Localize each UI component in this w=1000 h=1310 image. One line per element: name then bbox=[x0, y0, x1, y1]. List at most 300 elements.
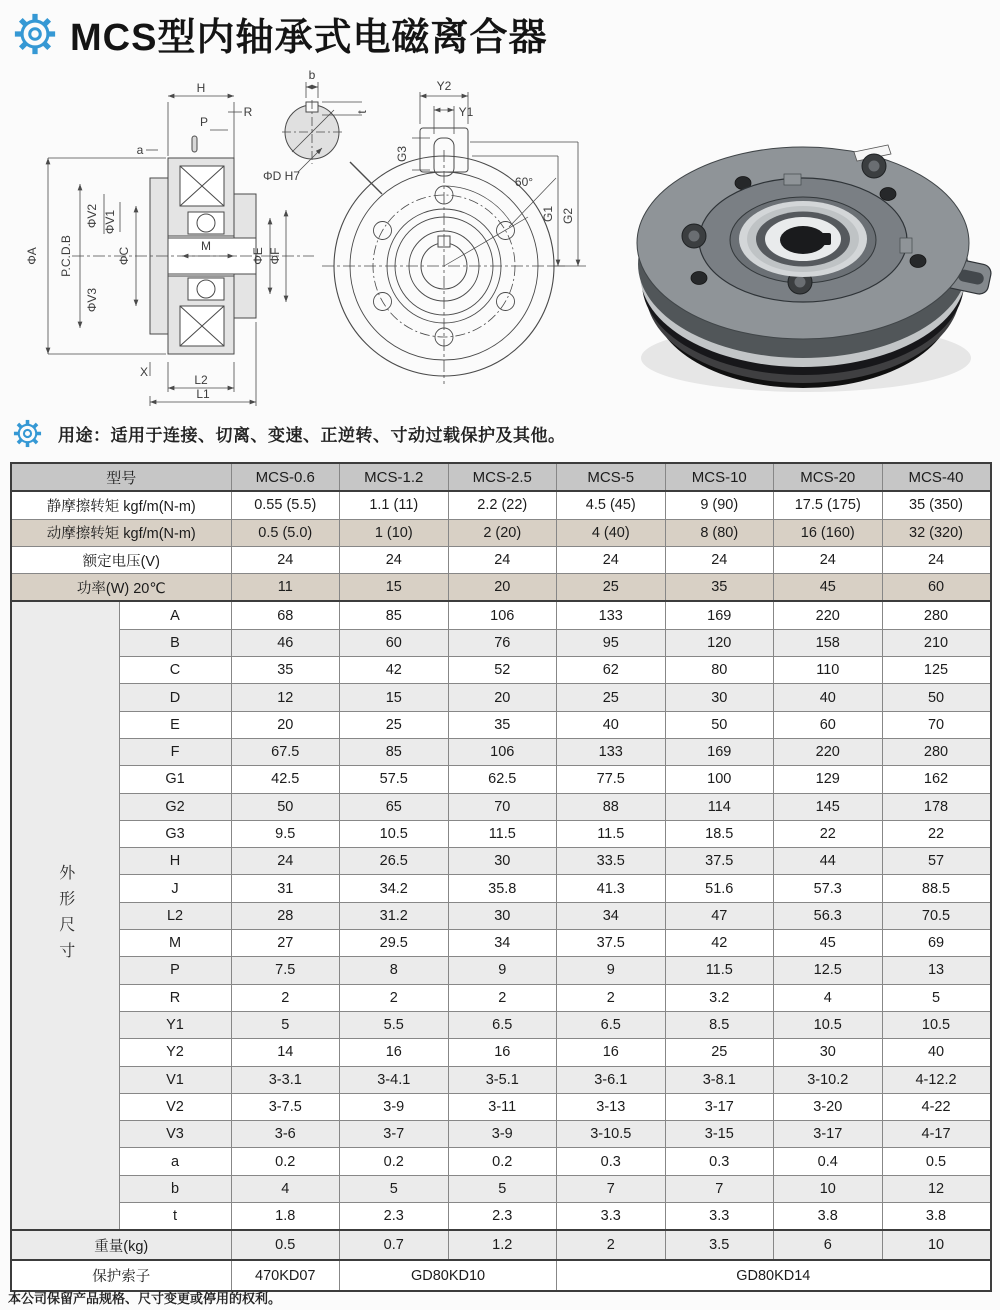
side-label-P: P bbox=[199, 115, 209, 129]
dim-cell: 133 bbox=[557, 738, 666, 765]
dim-cell: 50 bbox=[882, 684, 991, 711]
dim-label: J bbox=[119, 875, 231, 902]
dim-cell: 40 bbox=[557, 711, 666, 738]
dim-cell: 10 bbox=[774, 1175, 883, 1202]
dim-cell: 7 bbox=[665, 1175, 774, 1202]
table-row bbox=[11, 793, 991, 820]
side-label-L2: L2 bbox=[194, 373, 208, 387]
dim-cell: 47 bbox=[665, 902, 774, 929]
dim-cell: 4 bbox=[231, 1175, 340, 1202]
dim-cell: 2 bbox=[231, 984, 340, 1011]
spec-cell: 16 (160) bbox=[774, 519, 883, 546]
side-label-M: M bbox=[201, 239, 211, 253]
dim-cell: 30 bbox=[448, 848, 557, 875]
dim-cell: 3.2 bbox=[665, 984, 774, 1011]
dim-cell: 3-13 bbox=[557, 1093, 666, 1120]
table-row bbox=[11, 629, 991, 656]
dim-cell: 14 bbox=[231, 1039, 340, 1066]
dim-cell: 25 bbox=[557, 684, 666, 711]
dim-cell: 125 bbox=[882, 657, 991, 684]
dim-cell: 110 bbox=[774, 657, 883, 684]
spec-cell: 24 bbox=[340, 546, 449, 573]
usage-text: 用途：适用于连接、切离、变速、正逆转、寸动过载保护及其他。 bbox=[58, 426, 566, 445]
dim-cell: 37.5 bbox=[665, 848, 774, 875]
spec-row-label: 额定电压(V) bbox=[11, 546, 231, 573]
spec-cell: 24 bbox=[882, 546, 991, 573]
protect-row-label: 保护索子 bbox=[11, 1260, 231, 1291]
spec-cell: 24 bbox=[665, 546, 774, 573]
dim-cell: 4 bbox=[774, 984, 883, 1011]
dim-cell: 280 bbox=[882, 738, 991, 765]
dim-cell: 5 bbox=[231, 1011, 340, 1038]
dim-cell: 30 bbox=[774, 1039, 883, 1066]
dim-cell: 26.5 bbox=[340, 848, 449, 875]
dim-cell: 70 bbox=[448, 793, 557, 820]
dim-cell: 15 bbox=[340, 684, 449, 711]
dim-cell: 0.3 bbox=[557, 1148, 666, 1175]
dim-cell: 76 bbox=[448, 629, 557, 656]
spec-cell: 11 bbox=[231, 574, 340, 602]
dim-cell: 56.3 bbox=[774, 902, 883, 929]
weight-cell: 0.5 bbox=[231, 1230, 340, 1260]
table-row bbox=[11, 875, 991, 902]
table-row bbox=[11, 1066, 991, 1093]
dim-cell: 30 bbox=[448, 902, 557, 929]
dim-cell: 9 bbox=[557, 957, 666, 984]
dim-cell: 80 bbox=[665, 657, 774, 684]
weight-row-label: 重量(kg) bbox=[11, 1230, 231, 1260]
dim-cell: 50 bbox=[231, 793, 340, 820]
side-label-phiV1: ΦV1 bbox=[103, 209, 117, 235]
dim-label: E bbox=[119, 711, 231, 738]
dim-cell: 5 bbox=[448, 1175, 557, 1202]
dim-cell: 3-6.1 bbox=[557, 1066, 666, 1093]
dim-cell: 34.2 bbox=[340, 875, 449, 902]
spec-cell: 35 bbox=[665, 574, 774, 602]
dim-label: G1 bbox=[119, 766, 231, 793]
dim-cell: 35 bbox=[231, 657, 340, 684]
weight-cell: 6 bbox=[774, 1230, 883, 1260]
spec-cell: 32 (320) bbox=[882, 519, 991, 546]
spec-row-label: 动摩擦转矩 kgf/m(N-m) bbox=[11, 519, 231, 546]
spec-table bbox=[10, 462, 992, 1292]
spec-row-label: 静摩擦转矩 kgf/m(N-m) bbox=[11, 491, 231, 519]
dim-label: D bbox=[119, 684, 231, 711]
model-cell: MCS-5 bbox=[557, 463, 666, 491]
weight-cell: 2 bbox=[557, 1230, 666, 1260]
side-label-H: H bbox=[196, 81, 206, 95]
spec-cell: 20 bbox=[448, 574, 557, 602]
spec-cell: 24 bbox=[557, 546, 666, 573]
page-header bbox=[12, 6, 547, 61]
dim-cell: 6.5 bbox=[557, 1011, 666, 1038]
dim-cell: 27 bbox=[231, 930, 340, 957]
dim-cell: 85 bbox=[340, 738, 449, 765]
footer-note: 本公司保留产品规格、尺寸变更或停用的权利。 bbox=[8, 1291, 282, 1306]
dim-label: L2 bbox=[119, 902, 231, 929]
dim-label: C bbox=[119, 657, 231, 684]
dim-cell: 6.5 bbox=[448, 1011, 557, 1038]
model-cell: MCS-1.2 bbox=[340, 463, 449, 491]
table-row bbox=[11, 491, 991, 519]
dim-cell: 2 bbox=[340, 984, 449, 1011]
spec-cell: 0.55 (5.5) bbox=[231, 491, 340, 519]
dim-cell: 7 bbox=[557, 1175, 666, 1202]
front-label-Y1: Y1 bbox=[458, 105, 474, 119]
dim-cell: 50 bbox=[665, 711, 774, 738]
side-label-R: R bbox=[243, 105, 253, 119]
dim-label: H bbox=[119, 848, 231, 875]
side-label-phiC: ΦC bbox=[117, 246, 131, 266]
dim-cell: 280 bbox=[882, 601, 991, 629]
dim-cell: 3-11 bbox=[448, 1093, 557, 1120]
table-row bbox=[11, 601, 991, 629]
dim-cell: 57.3 bbox=[774, 875, 883, 902]
table-row bbox=[11, 1260, 991, 1291]
front-label-G1: G1 bbox=[541, 205, 555, 223]
side-label-X: X bbox=[139, 365, 149, 379]
dim-cell: 9 bbox=[448, 957, 557, 984]
table-row bbox=[11, 1230, 991, 1260]
gear-icon bbox=[12, 11, 58, 57]
table-row bbox=[11, 957, 991, 984]
dim-label: Y2 bbox=[119, 1039, 231, 1066]
spec-cell: 25 bbox=[557, 574, 666, 602]
dim-cell: 3.8 bbox=[882, 1203, 991, 1231]
table-row bbox=[11, 848, 991, 875]
dim-cell: 3.3 bbox=[665, 1203, 774, 1231]
dim-label: A bbox=[119, 601, 231, 629]
dim-cell: 85 bbox=[340, 601, 449, 629]
dim-cell: 42 bbox=[665, 930, 774, 957]
dim-cell: 3.8 bbox=[774, 1203, 883, 1231]
front-label-G3: G3 bbox=[395, 145, 409, 163]
detail-label-t: t bbox=[355, 110, 369, 114]
dim-cell: 162 bbox=[882, 766, 991, 793]
dim-cell: 100 bbox=[665, 766, 774, 793]
dim-cell: 0.2 bbox=[448, 1148, 557, 1175]
table-row bbox=[11, 738, 991, 765]
dim-cell: 60 bbox=[774, 711, 883, 738]
dim-cell: 88 bbox=[557, 793, 666, 820]
table-row bbox=[11, 684, 991, 711]
dim-cell: 29.5 bbox=[340, 930, 449, 957]
dim-cell: 114 bbox=[665, 793, 774, 820]
dim-cell: 178 bbox=[882, 793, 991, 820]
dim-cell: 51.6 bbox=[665, 875, 774, 902]
dim-cell: 5 bbox=[340, 1175, 449, 1202]
dim-cell: 16 bbox=[448, 1039, 557, 1066]
dim-cell: 25 bbox=[340, 711, 449, 738]
dim-cell: 3-4.1 bbox=[340, 1066, 449, 1093]
table-row bbox=[11, 1011, 991, 1038]
dim-group-label-text: 外形尺寸 bbox=[56, 863, 74, 968]
spec-cell: 0.5 (5.0) bbox=[231, 519, 340, 546]
front-label-G2: G2 bbox=[561, 207, 575, 225]
spec-cell: 2.2 (22) bbox=[448, 491, 557, 519]
spec-cell: 2 (20) bbox=[448, 519, 557, 546]
table-row bbox=[11, 1039, 991, 1066]
dim-cell: 7.5 bbox=[231, 957, 340, 984]
dim-cell: 62 bbox=[557, 657, 666, 684]
spec-cell: 17.5 (175) bbox=[774, 491, 883, 519]
dim-cell: 3-17 bbox=[665, 1093, 774, 1120]
dim-label: P bbox=[119, 957, 231, 984]
dim-cell: 3-6 bbox=[231, 1121, 340, 1148]
dim-cell: 35 bbox=[448, 711, 557, 738]
dim-cell: 46 bbox=[231, 629, 340, 656]
spec-row-label: 功率(W) 20℃ bbox=[11, 574, 231, 602]
dim-cell: 3-5.1 bbox=[448, 1066, 557, 1093]
detail-label-b: b bbox=[308, 68, 316, 82]
spec-cell: 1 (10) bbox=[340, 519, 449, 546]
dim-cell: 106 bbox=[448, 601, 557, 629]
dim-cell: 0.4 bbox=[774, 1148, 883, 1175]
table-row bbox=[11, 820, 991, 847]
dim-cell: 129 bbox=[774, 766, 883, 793]
dim-cell: 41.3 bbox=[557, 875, 666, 902]
spec-table-body bbox=[11, 463, 991, 1291]
dim-cell: 2.3 bbox=[340, 1203, 449, 1231]
dim-cell: 2 bbox=[557, 984, 666, 1011]
dim-cell: 3-15 bbox=[665, 1121, 774, 1148]
dim-cell: 40 bbox=[774, 684, 883, 711]
table-row bbox=[11, 463, 991, 491]
dim-cell: 77.5 bbox=[557, 766, 666, 793]
dim-cell: 35.8 bbox=[448, 875, 557, 902]
dim-cell: 13 bbox=[882, 957, 991, 984]
dim-label: b bbox=[119, 1175, 231, 1202]
dim-cell: 2 bbox=[448, 984, 557, 1011]
dim-cell: 62.5 bbox=[448, 766, 557, 793]
gear-icon bbox=[12, 418, 43, 449]
dim-cell: 40 bbox=[882, 1039, 991, 1066]
front-label-angle: 60° bbox=[514, 175, 534, 189]
dim-cell: 4-17 bbox=[882, 1121, 991, 1148]
table-row bbox=[11, 766, 991, 793]
spec-cell: 24 bbox=[448, 546, 557, 573]
dim-cell: 3-20 bbox=[774, 1093, 883, 1120]
dim-cell: 120 bbox=[665, 629, 774, 656]
dim-cell: 16 bbox=[557, 1039, 666, 1066]
weight-cell: 3.5 bbox=[665, 1230, 774, 1260]
dim-cell: 33.5 bbox=[557, 848, 666, 875]
spec-cell: 9 (90) bbox=[665, 491, 774, 519]
model-cell: MCS-40 bbox=[882, 463, 991, 491]
dim-cell: 158 bbox=[774, 629, 883, 656]
front-label-Y2: Y2 bbox=[436, 79, 452, 93]
weight-cell: 1.2 bbox=[448, 1230, 557, 1260]
side-label-pcdb: P.C.D.B bbox=[59, 235, 73, 277]
dim-cell: 11.5 bbox=[665, 957, 774, 984]
weight-cell: 10 bbox=[882, 1230, 991, 1260]
table-row bbox=[11, 1148, 991, 1175]
dim-cell: 12.5 bbox=[774, 957, 883, 984]
dim-cell: 3-9 bbox=[448, 1121, 557, 1148]
detail-label-phiD: ΦD H7 bbox=[263, 169, 300, 183]
page-title: MCS型内轴承式电磁离合器 bbox=[70, 17, 548, 59]
dim-cell: 42.5 bbox=[231, 766, 340, 793]
table-row bbox=[11, 1093, 991, 1120]
dim-cell: 145 bbox=[774, 793, 883, 820]
dim-label: V3 bbox=[119, 1121, 231, 1148]
dim-cell: 169 bbox=[665, 738, 774, 765]
dim-cell: 3.3 bbox=[557, 1203, 666, 1231]
dim-cell: 34 bbox=[448, 930, 557, 957]
table-row bbox=[11, 1175, 991, 1202]
technical-drawings bbox=[0, 62, 1000, 414]
dim-cell: 69 bbox=[882, 930, 991, 957]
dim-cell: 169 bbox=[665, 601, 774, 629]
dim-label: V2 bbox=[119, 1093, 231, 1120]
dim-cell: 18.5 bbox=[665, 820, 774, 847]
dim-cell: 220 bbox=[774, 601, 883, 629]
table-row bbox=[11, 574, 991, 602]
dim-cell: 24 bbox=[231, 848, 340, 875]
side-label-a: a bbox=[136, 143, 144, 157]
table-row bbox=[11, 930, 991, 957]
dim-label: F bbox=[119, 738, 231, 765]
dim-label: G2 bbox=[119, 793, 231, 820]
dim-cell: 3-7 bbox=[340, 1121, 449, 1148]
table-row bbox=[11, 984, 991, 1011]
dim-cell: 44 bbox=[774, 848, 883, 875]
dim-cell: 3-17 bbox=[774, 1121, 883, 1148]
dim-cell: 20 bbox=[448, 684, 557, 711]
spec-cell: 24 bbox=[774, 546, 883, 573]
front-view-drawing bbox=[262, 66, 602, 416]
table-row bbox=[11, 1203, 991, 1231]
product-photo bbox=[618, 90, 993, 405]
dim-cell: 28 bbox=[231, 902, 340, 929]
spec-cell: 1.1 (11) bbox=[340, 491, 449, 519]
spec-cell: 24 bbox=[231, 546, 340, 573]
dim-cell: 106 bbox=[448, 738, 557, 765]
dim-label: t bbox=[119, 1203, 231, 1231]
dim-cell: 68 bbox=[231, 601, 340, 629]
dim-cell: 42 bbox=[340, 657, 449, 684]
dim-label: R bbox=[119, 984, 231, 1011]
usage-line bbox=[12, 418, 566, 449]
dim-cell: 3-8.1 bbox=[665, 1066, 774, 1093]
side-label-L1: L1 bbox=[196, 387, 210, 401]
side-label-phiV3: ΦV3 bbox=[85, 287, 99, 313]
dim-cell: 9.5 bbox=[231, 820, 340, 847]
dim-cell: 0.3 bbox=[665, 1148, 774, 1175]
dim-cell: 220 bbox=[774, 738, 883, 765]
side-label-phiF: ΦF bbox=[268, 247, 282, 265]
dim-cell: 0.5 bbox=[882, 1148, 991, 1175]
spec-cell: 60 bbox=[882, 574, 991, 602]
model-cell: MCS-20 bbox=[774, 463, 883, 491]
dim-label: G3 bbox=[119, 820, 231, 847]
dim-cell: 8.5 bbox=[665, 1011, 774, 1038]
spec-cell: 8 (80) bbox=[665, 519, 774, 546]
dim-cell: 60 bbox=[340, 629, 449, 656]
model-cell: MCS-2.5 bbox=[448, 463, 557, 491]
dim-label: Y1 bbox=[119, 1011, 231, 1038]
dim-cell: 16 bbox=[340, 1039, 449, 1066]
dim-label: a bbox=[119, 1148, 231, 1175]
spec-cell: 4.5 (45) bbox=[557, 491, 666, 519]
dim-label: M bbox=[119, 930, 231, 957]
dim-cell: 1.8 bbox=[231, 1203, 340, 1231]
dim-cell: 0.2 bbox=[231, 1148, 340, 1175]
table-row bbox=[11, 1121, 991, 1148]
dim-cell: 67.5 bbox=[231, 738, 340, 765]
dim-cell: 3-10.2 bbox=[774, 1066, 883, 1093]
dim-cell: 0.2 bbox=[340, 1148, 449, 1175]
dim-cell: 5 bbox=[882, 984, 991, 1011]
dim-cell: 5.5 bbox=[340, 1011, 449, 1038]
dim-cell: 57.5 bbox=[340, 766, 449, 793]
dim-label: V1 bbox=[119, 1066, 231, 1093]
table-row bbox=[11, 711, 991, 738]
dim-cell: 20 bbox=[231, 711, 340, 738]
dim-group-cell bbox=[11, 601, 119, 1230]
dim-cell: 210 bbox=[882, 629, 991, 656]
dim-cell: 31.2 bbox=[340, 902, 449, 929]
dim-cell: 37.5 bbox=[557, 930, 666, 957]
dim-cell: 95 bbox=[557, 629, 666, 656]
dim-cell: 8 bbox=[340, 957, 449, 984]
dim-cell: 88.5 bbox=[882, 875, 991, 902]
dim-cell: 22 bbox=[882, 820, 991, 847]
dim-cell: 10.5 bbox=[340, 820, 449, 847]
protect-cell: GD80KD10 bbox=[340, 1260, 557, 1291]
dim-cell: 3-3.1 bbox=[231, 1066, 340, 1093]
dim-cell: 4-22 bbox=[882, 1093, 991, 1120]
dim-cell: 3-10.5 bbox=[557, 1121, 666, 1148]
spec-cell: 35 (350) bbox=[882, 491, 991, 519]
table-row bbox=[11, 546, 991, 573]
side-label-phiE: ΦE bbox=[251, 247, 265, 265]
table-row bbox=[11, 519, 991, 546]
dim-cell: 70 bbox=[882, 711, 991, 738]
dim-cell: 3-7.5 bbox=[231, 1093, 340, 1120]
dim-cell: 2.3 bbox=[448, 1203, 557, 1231]
dim-cell: 57 bbox=[882, 848, 991, 875]
spec-cell: 45 bbox=[774, 574, 883, 602]
model-row-label: 型号 bbox=[11, 463, 231, 491]
dim-cell: 52 bbox=[448, 657, 557, 684]
dim-cell: 30 bbox=[665, 684, 774, 711]
dim-cell: 11.5 bbox=[557, 820, 666, 847]
dim-cell: 3-9 bbox=[340, 1093, 449, 1120]
dim-cell: 65 bbox=[340, 793, 449, 820]
model-cell: MCS-0.6 bbox=[231, 463, 340, 491]
protect-cell: GD80KD14 bbox=[557, 1260, 991, 1291]
spec-cell: 15 bbox=[340, 574, 449, 602]
side-label-phiV2: ΦV2 bbox=[85, 203, 99, 229]
dim-cell: 25 bbox=[665, 1039, 774, 1066]
protect-cell: 470KD07 bbox=[231, 1260, 340, 1291]
dim-cell: 12 bbox=[882, 1175, 991, 1202]
spec-cell: 4 (40) bbox=[557, 519, 666, 546]
dim-cell: 12 bbox=[231, 684, 340, 711]
dim-cell: 31 bbox=[231, 875, 340, 902]
dim-cell: 10.5 bbox=[882, 1011, 991, 1038]
dim-cell: 10.5 bbox=[774, 1011, 883, 1038]
dim-cell: 133 bbox=[557, 601, 666, 629]
dim-cell: 4-12.2 bbox=[882, 1066, 991, 1093]
dim-cell: 22 bbox=[774, 820, 883, 847]
dim-cell: 45 bbox=[774, 930, 883, 957]
dim-cell: 70.5 bbox=[882, 902, 991, 929]
dim-cell: 34 bbox=[557, 902, 666, 929]
side-label-phiA: ΦA bbox=[25, 247, 39, 265]
weight-cell: 0.7 bbox=[340, 1230, 449, 1260]
